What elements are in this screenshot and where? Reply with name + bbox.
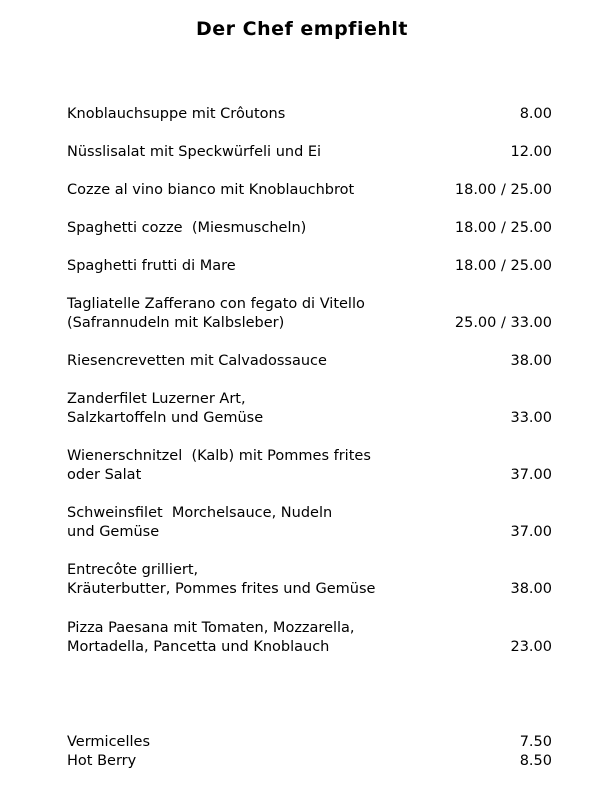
menu-item-name: Wienerschnitzel (Kalb) mit Pommes frites xyxy=(67,448,371,464)
menu-item-name: Tagliatelle Zafferano con fegato di Vitello xyxy=(67,296,365,312)
extra-item-price: 8.50 xyxy=(519,753,552,769)
menu-item-name: Spaghetti cozze (Miesmuscheln) xyxy=(67,220,307,236)
menu-item xyxy=(67,561,552,599)
menu-item xyxy=(67,257,552,276)
menu-item xyxy=(67,143,552,162)
menu-item-name-line2: und Gemüse xyxy=(67,524,160,540)
menu-item-name-line2: Kräuterbutter, Pommes frites und Gemüse xyxy=(67,581,376,597)
menu-item-price: 37.00 xyxy=(510,524,552,540)
menu-item-name: Knoblauchsuppe mit Crôutons xyxy=(67,106,286,122)
menu-item xyxy=(67,295,552,333)
extra-item-name: Hot Berry xyxy=(67,753,137,769)
menu-item-price: 38.00 xyxy=(510,581,552,597)
menu-item xyxy=(67,447,552,485)
menu-item-name-line2: (Safrannudeln mit Kalbsleber) xyxy=(67,315,285,331)
menu-item-price: 25.00 / 33.00 xyxy=(454,315,552,331)
menu-item-name: Spaghetti frutti di Mare xyxy=(67,258,236,274)
menu-item xyxy=(67,105,552,124)
menu-item-name: Entrecôte grilliert, xyxy=(67,562,199,578)
extra-item-name: Vermicelles xyxy=(67,734,150,750)
menu-item-name: Pizza Paesana mit Tomaten, Mozzarella, xyxy=(67,620,355,636)
menu-item-name: Nüsslisalat mit Speckwürfeli und Ei xyxy=(67,144,322,160)
extra-item xyxy=(67,752,552,771)
menu-item xyxy=(67,619,552,657)
menu-item-price: 8.00 xyxy=(519,106,552,122)
menu-item-name: Schweinsfilet Morchelsauce, Nudeln xyxy=(67,505,333,521)
menu-item xyxy=(67,352,552,371)
menu-title: Der Chef empfiehlt xyxy=(196,18,408,40)
extra-item xyxy=(67,733,552,752)
menu-item-name-line2: Salzkartoffeln und Gemüse xyxy=(67,410,264,426)
menu-item xyxy=(67,219,552,238)
extra-item-price: 7.50 xyxy=(519,734,552,750)
menu-item xyxy=(67,390,552,428)
menu-item-price: 18.00 / 25.00 xyxy=(454,182,552,198)
menu-item-price: 18.00 / 25.00 xyxy=(454,220,552,236)
menu-item-name: Zanderfilet Luzerner Art, xyxy=(67,391,246,407)
menu-item-price: 37.00 xyxy=(510,467,552,483)
menu-item-name: Cozze al vino bianco mit Knoblauchbrot xyxy=(67,182,355,198)
menu-item xyxy=(67,181,552,200)
menu-item-name-line2: Mortadella, Pancetta und Knoblauch xyxy=(67,639,330,655)
menu-item-price: 38.00 xyxy=(510,353,552,369)
menu-item-price: 33.00 xyxy=(510,410,552,426)
menu-item-price: 18.00 / 25.00 xyxy=(454,258,552,274)
menu-item-price: 12.00 xyxy=(510,144,552,160)
menu-item-price: 23.00 xyxy=(510,639,552,655)
menu-item-name-line2: oder Salat xyxy=(67,467,142,483)
menu-item xyxy=(67,504,552,542)
menu-item-name: Riesencrevetten mit Calvadossauce xyxy=(67,353,327,369)
